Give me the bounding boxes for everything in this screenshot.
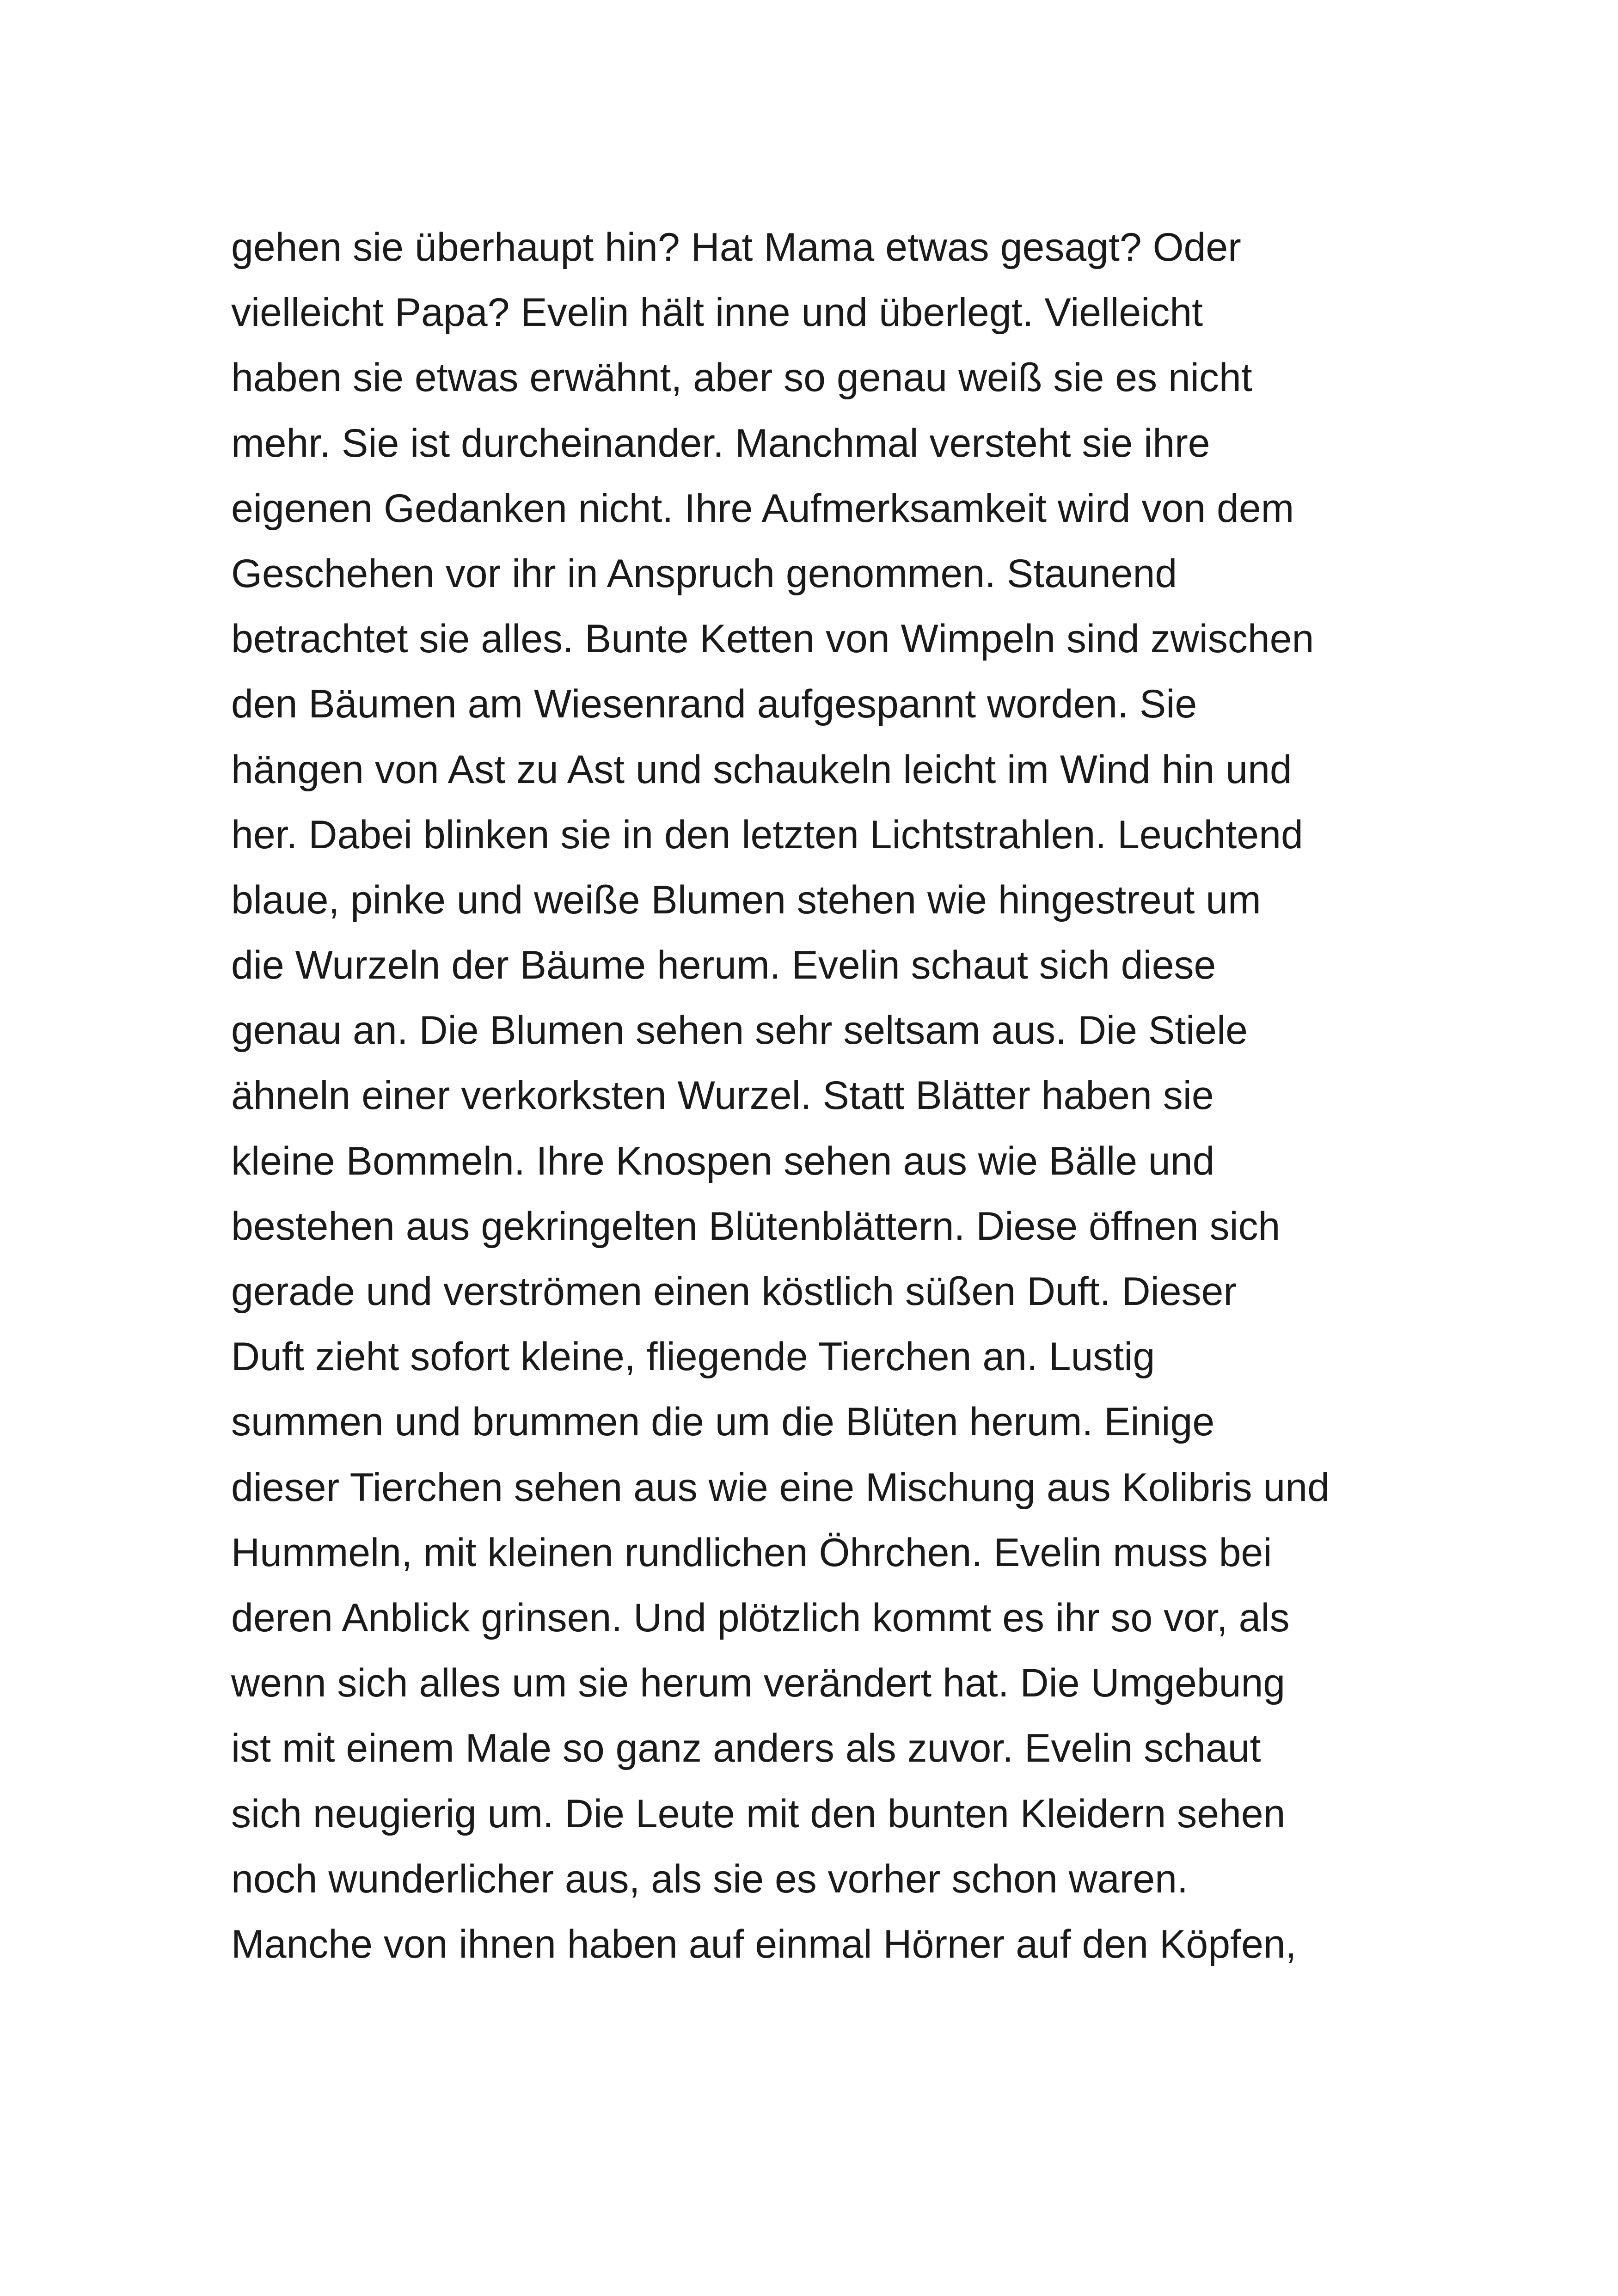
text-line: deren Anblick grinsen. Und plötzlich kommt es ihr so vor, als: [231, 1595, 1290, 1640]
text-line: betrachtet sie alles. Bunte Ketten von Wimpeln sind zwischen: [231, 617, 1314, 661]
text-line: mehr. Sie ist durcheinander. Manchmal versteht sie ihre: [231, 421, 1210, 465]
text-line: wenn sich alles um sie herum verändert hat. Die Umgebung: [231, 1661, 1286, 1706]
text-line: Hummeln, mit kleinen rundlichen Öhrchen. Evelin muss bei: [231, 1530, 1272, 1575]
text-line: ähneln einer verkorksten Wurzel. Statt Blätter haben sie: [231, 1073, 1214, 1118]
text-line: genau an. Die Blumen sehen sehr seltsam aus. Die Stiele: [231, 1008, 1248, 1053]
text-line: dieser Tierchen sehen aus wie eine Mischung aus Kolibris und: [231, 1465, 1330, 1510]
text-line: hängen von Ast zu Ast und schaukeln leicht im Wind hin und: [231, 747, 1292, 792]
text-line: bestehen aus gekringelten Blütenblättern. Diese öffnen sich: [231, 1204, 1281, 1249]
text-line: Manche von ihnen haben auf einmal Hörner auf den Köpfen,: [231, 1922, 1297, 1966]
text-line: noch wunderlicher aus, als sie es vorher schon waren.: [231, 1856, 1188, 1901]
text-line: Duft zieht sofort kleine, fliegende Tierchen an. Lustig: [231, 1335, 1155, 1379]
text-line: gehen sie überhaupt hin? Hat Mama etwas gesagt? Oder: [231, 225, 1241, 269]
text-line: kleine Bommeln. Ihre Knospen sehen aus wie Bälle und: [231, 1139, 1215, 1183]
text-line: die Wurzeln der Bäume herum. Evelin schaut sich diese: [231, 943, 1216, 988]
text-line: vielleicht Papa? Evelin hält inne und überlegt. Vielleicht: [231, 290, 1203, 335]
text-line: gerade und verströmen einen köstlich süßen Duft. Dieser: [231, 1269, 1237, 1314]
text-line: haben sie etwas erwähnt, aber so genau weiß sie es nicht: [231, 355, 1252, 400]
text-line: sich neugierig um. Die Leute mit den bunten Kleidern sehen: [231, 1791, 1286, 1836]
body-text: [231, 215, 1479, 1977]
text-line: eigenen Gedanken nicht. Ihre Aufmerksamkeit wird von dem: [231, 486, 1294, 531]
text-line: her. Dabei blinken sie in den letzten Lichtstrahlen. Leuchtend: [231, 812, 1303, 857]
text-line: blaue, pinke und weiße Blumen stehen wie hingestreut um: [231, 877, 1261, 922]
text-line: den Bäumen am Wiesenrand aufgespannt worden. Sie: [231, 682, 1197, 727]
text-line: summen und brummen die um die Blüten herum. Einige: [231, 1400, 1215, 1445]
text-line: Geschehen vor ihr in Anspruch genommen. Staunend: [231, 551, 1177, 596]
text-line: ist mit einem Male so ganz anders als zuvor. Evelin schaut: [231, 1726, 1261, 1771]
